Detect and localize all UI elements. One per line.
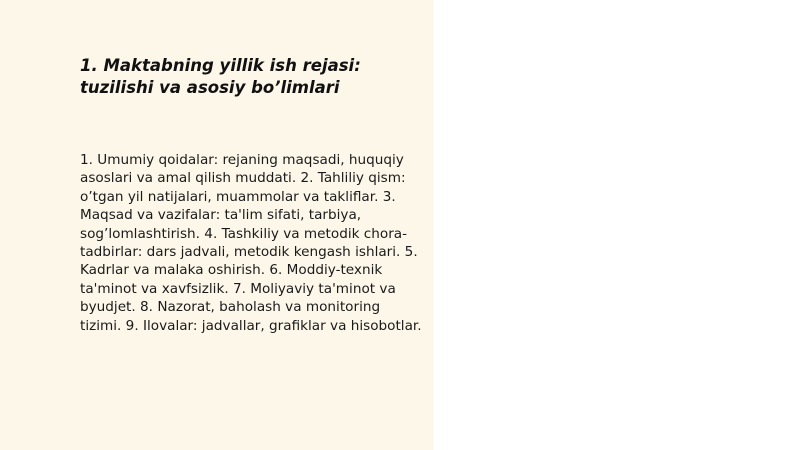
slide-image-panel [433,0,800,450]
slide-title: 1. Maktabning yillik ish rejasi: tuzilishi va asosiy bo’limlari [80,56,361,97]
slide-body-text: 1. Umumiy qoidalar: rejaning maqsadi, huquqiy asoslari va amal qilish muddati. 2. Tahliliy qism: o’tgan yil natijalari, muammolar va takliflar. 3. Maqsad va vazifalar: ta'lim sifati, tarbiya, sog’lomlashtirish. 4. Tashkiliy va metodik chora-tadbirlar: dars jadvali, metodik kengash ishlari. 5. Kadrlar va malaka oshirish. 6. Moddiy-texnik ta'minot va xavfsizlik. 7. Moliyaviy ta'minot va byudjet. 8. Nazorat, baholash va monitoring tizimi. 9. Ilovalar: jadvallar, grafiklar va hisobotlar. [80,152,422,334]
